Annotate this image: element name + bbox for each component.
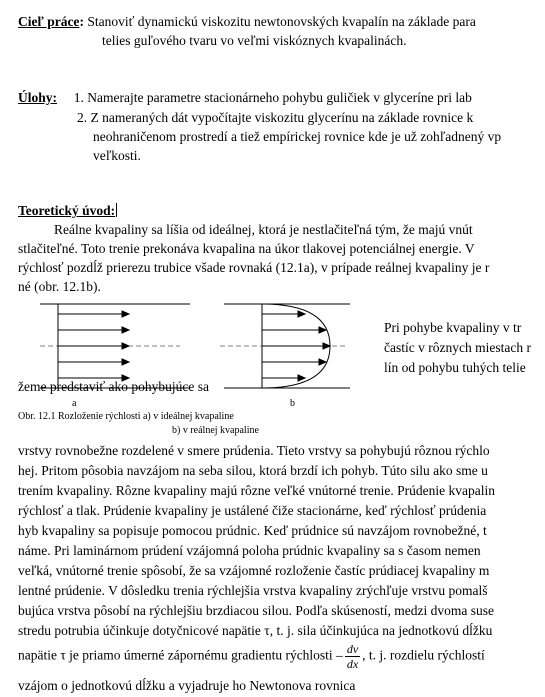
real-fluid-profile [220,304,350,388]
theory-line-1: Reálne kvapaliny sa líšia od ideálnej, ktorá je nestlačiteľná tým, že majú vnút [54,222,473,237]
last-line: vzájom o jednotkovú dĺžku a vyjadruje ho Newtonova rovnica [18,678,356,693]
task-1-number: 1. [73,90,84,105]
figure-caption-1: Obr. 12.1 Rozloženie rýchlosti a) v ideálnej kvapaline [18,411,234,422]
body-line-3: trením kvapaliny. Rôzne kvapaliny majú rôzne veľké vnútorné trenie. Prúdenie kvapalin [18,483,495,498]
goal-heading: Cieľ práce [18,14,80,29]
task-2-number: 2. [77,110,88,125]
body-line-7: veľká, vnútorné trenie spôsobí, že sa vzájomné rozloženie častíc prúdiacej kvapaliny m [18,563,490,578]
side-line-3: lín od pohybu tuhých telie [384,360,526,375]
figure-label-b: b [290,398,295,409]
after-figure-line: žeme predstaviť ako pohybujúce sa [18,379,209,394]
goal-line-1: Cieľ práce: Stanoviť dynamickú viskozitu newtonovských kvapalín na základe para [18,14,476,29]
text-cursor [116,203,117,217]
task-2-line-1 [77,110,473,126]
body-line-10: stredu potrubia účinkuje dotyčnicové napätie τ, t. j. sila účinkujúca na jednotkovú dĺžku [18,623,493,638]
theory-heading: Teoretický úvod: [18,203,116,218]
side-line-2: častíc v rôznych miestach r [384,340,531,355]
theory-line-3: rýchlosť pozdĺž prierezu trubice všade rovnaká (12.1a), v prípade reálnej kvapaliny je r [18,260,490,275]
body-line-9: bujúca vrstva pôsobí na rýchlejšiu brzdiacou silou. Podľa skúseností, medzi dvoma suse [18,603,495,618]
task-2-text-2: neohraničenom prostredí a tiež empírickej rovnice kde je už zohľadnený vp [93,129,502,144]
side-line-1: Pri pohybe kvapaliny v tr [384,320,522,335]
task-2-text-1: Z nameraných dát vypočítajte viskozitu glycerínu na základe rovnice k [90,110,474,125]
fraction-denominator: dx [346,657,359,671]
fraction-numerator: dv [346,642,359,656]
ideal-fluid-profile [40,304,190,388]
velocity-gradient-fraction [345,643,360,670]
figure-caption-2: b) v reálnej kvapaline [172,425,259,436]
theory-line-2: stlačiteľné. Toto trenie prekonáva kvapalina na úkor tlakovej potenciálnej energie. V [18,241,475,256]
tasks-line-1 [18,90,472,106]
formula-prefix: napätie τ je priamo úmerné zápornému gradientu rýchlosti – [18,647,343,663]
body-line-1: vrstvy rovnobežne rozdelené v smere prúdenia. Tieto vrstvy sa pohybujú rôznou rýchlo [18,443,490,458]
theory-heading-line [18,203,117,219]
goal-text-1: Stanoviť dynamickú viskozitu newtonovských kvapalín na základe para [87,14,476,29]
body-line-4: rýchlosť a tlak. Prúdenie kvapaliny je ustálené čiže stacionárne, keď rýchlosť prúdenia [18,503,487,518]
task-2-text-3: veľkosti. [93,148,141,163]
body-line-2: hej. Pritom pôsobia navzájom na seba silou, ktorá brzdí ich pohyb. Túto silu ako sme u [18,463,488,478]
figure-label-a: a [72,398,77,409]
task-1-text: Namerajte parametre stacionárneho pohybu guličiek v glyceríne pri lab [87,90,472,105]
formula-line [18,643,485,670]
theory-line-4: né (obr. 12.1b). [18,279,101,294]
tasks-heading: Úlohy: [18,90,58,105]
body-line-8: lentné prúdenie. V dôsledku trenia rýchlejšia vrstva kvapaliny zrýchľuje vrstvu pomalš [18,583,488,598]
goal-text-2: telies guľového tvaru vo veľmi viskóznych kvapalinách. [102,33,407,48]
body-line-6: náme. Pri laminárnom prúdení vzájomná poloha prúdnic kvapaliny sa s časom nemen [18,543,481,558]
body-line-5: hyb kvapaliny sa popisuje pomocou prúdnic. Keď prúdnice sú navzájom rovnobežné, t [18,523,487,538]
formula-suffix: , t. j. rozdielu rýchlostí [362,647,485,663]
